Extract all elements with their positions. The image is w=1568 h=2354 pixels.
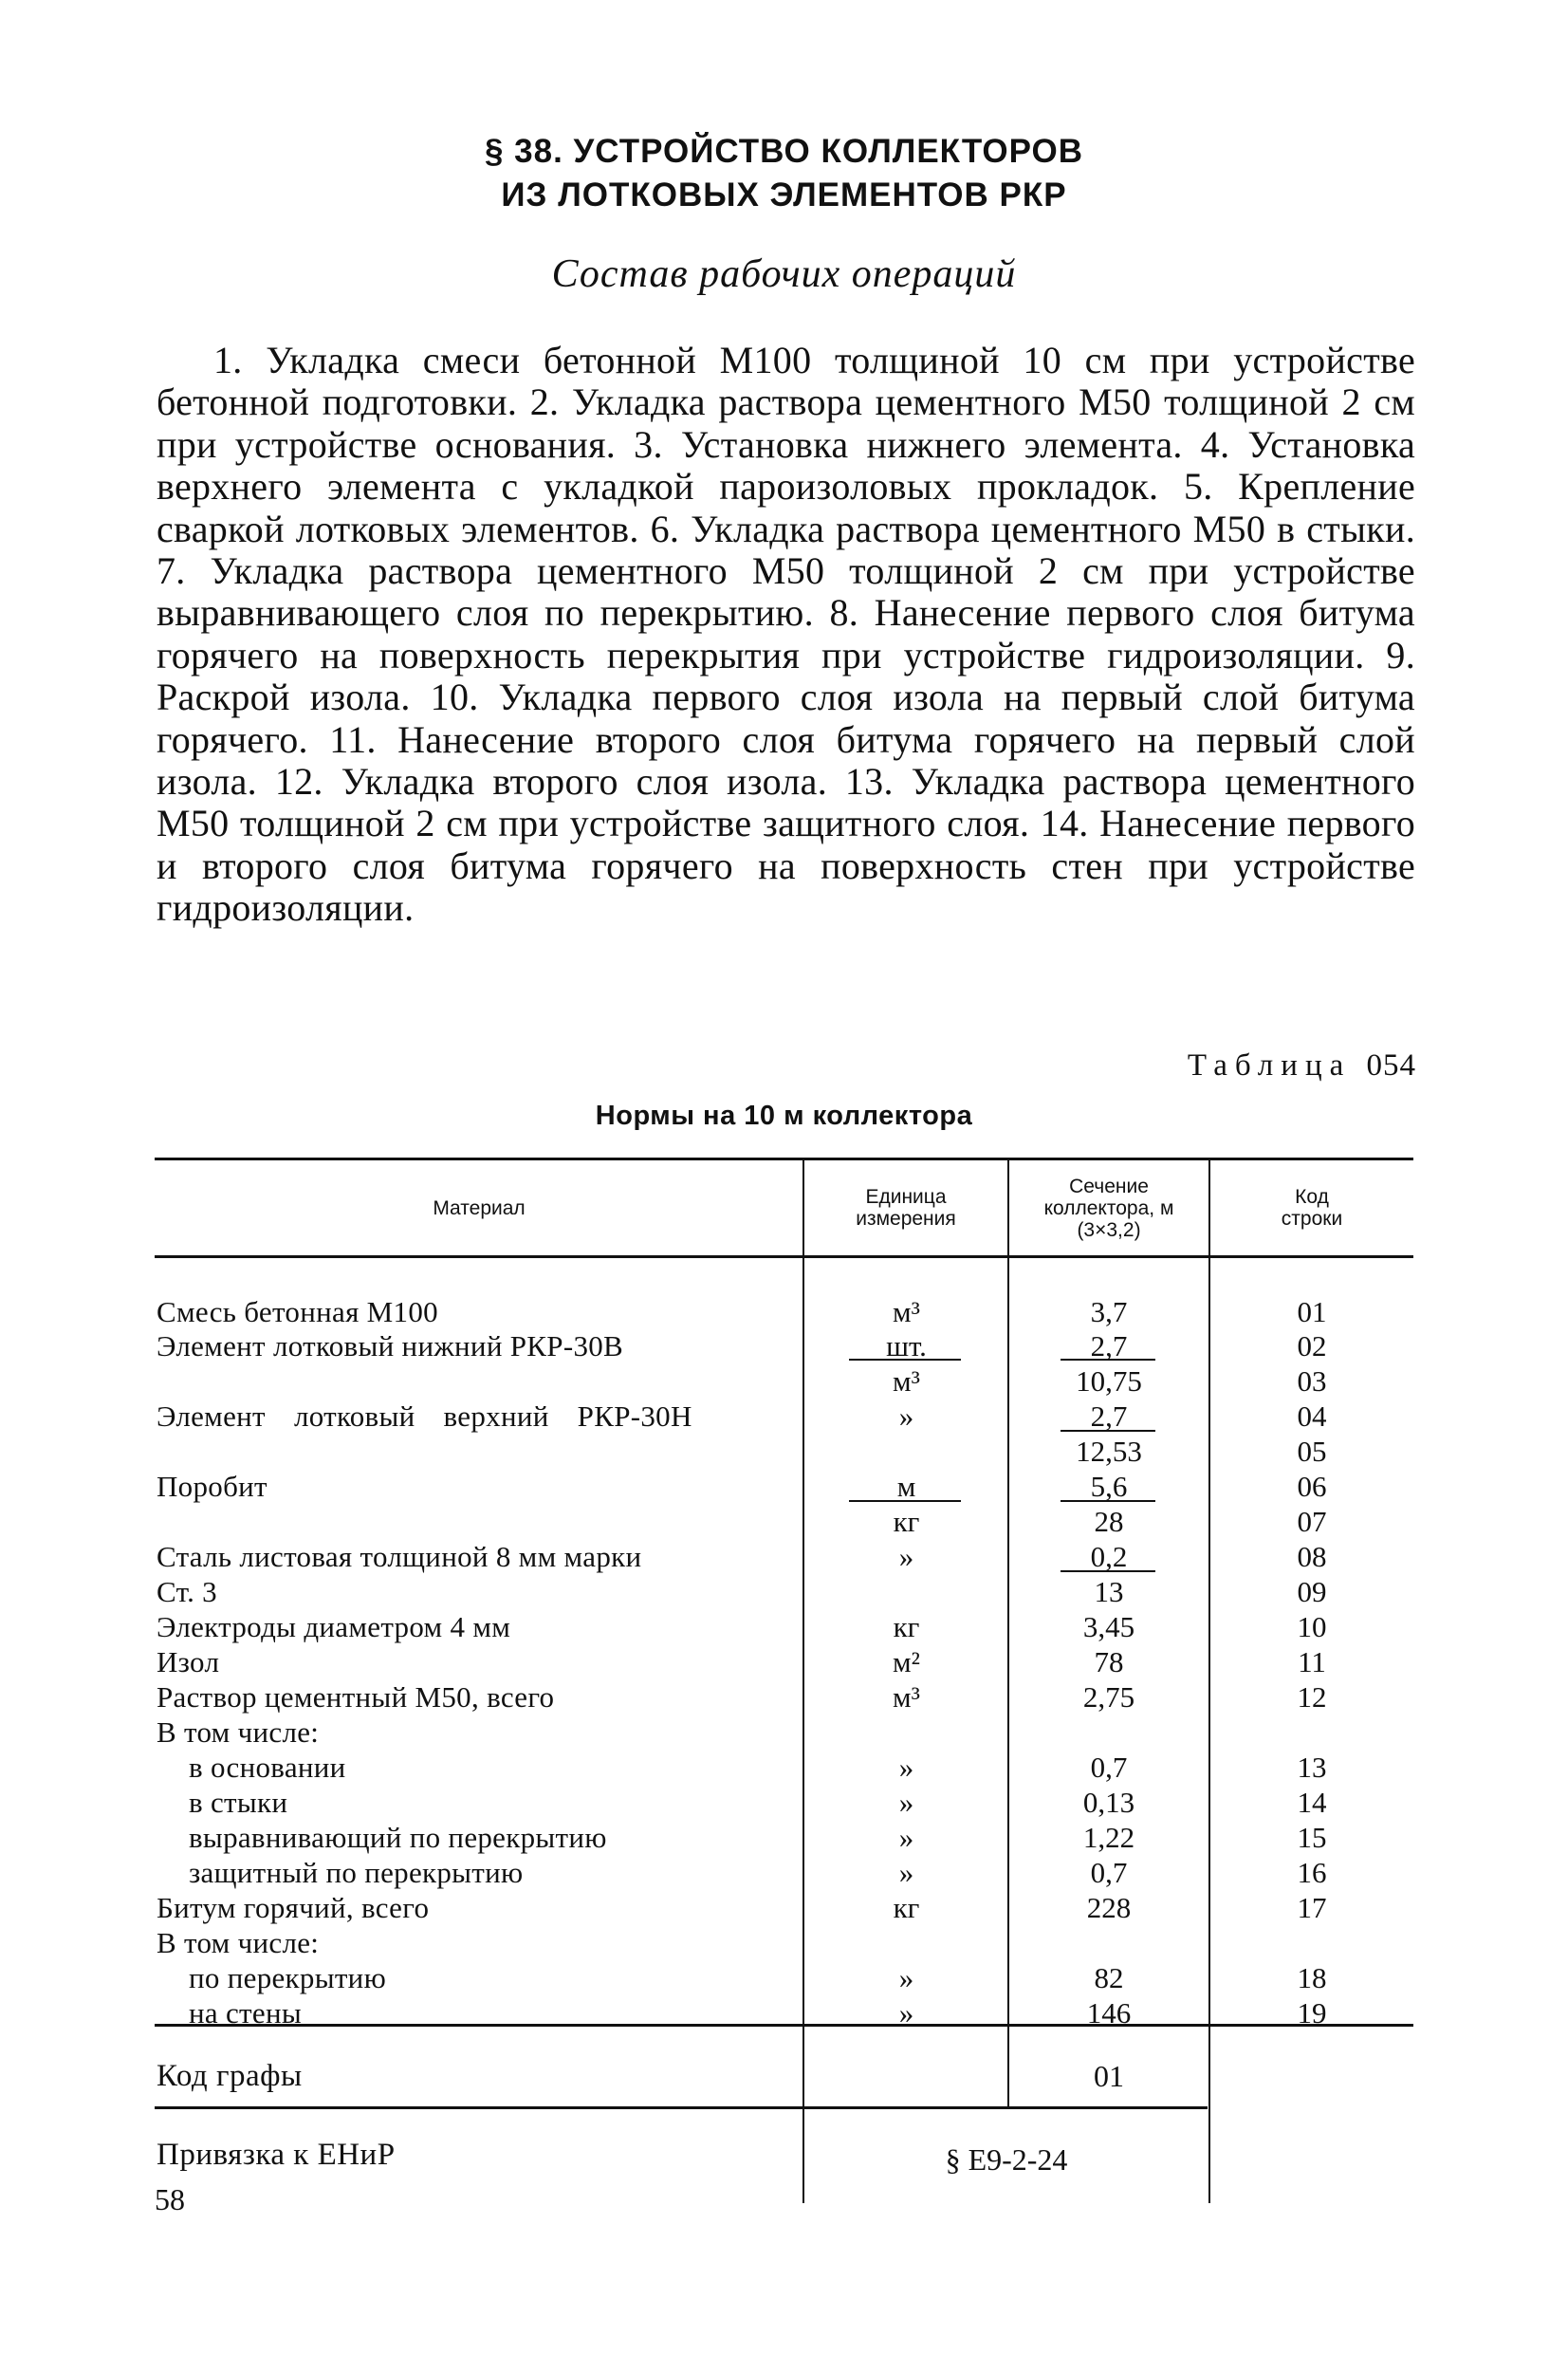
table-footer-rule [155,2106,1208,2109]
cell-material: по перекрытию [189,1961,387,1994]
header-unit-line-1: Единица [865,1186,947,1208]
cell-material: в стыки [189,1786,288,1819]
table-label [1188,1048,1416,1084]
cell-code: 05 [1297,1435,1327,1468]
cell-value: 78 [1094,1645,1124,1678]
page-number: 58 [155,2182,185,2216]
cell-material: защитный по перекрытию [189,1856,524,1889]
table-top-rule [155,1158,1413,1160]
header-section [1009,1161,1208,1254]
enir-value: § Е9-2-24 [945,2142,1068,2177]
cell-unit: » [898,1856,914,1889]
table-label-word: Таблица [1187,1048,1352,1083]
table-row [0,1715,1568,1750]
cell-material: Электроды диаметром 4 мм [157,1610,511,1643]
cell-unit: м² [893,1645,920,1678]
cell-material: Поробит [157,1470,267,1503]
header-code-line-1: Код [1295,1186,1329,1208]
fraction-rule-unit-2 [849,1500,961,1502]
cell-value: 28 [1094,1505,1124,1538]
section-heading-line-1: § 38. УСТРОЙСТВО КОЛЛЕКТОРОВ [484,133,1084,170]
cell-value: 1,22 [1082,1821,1135,1854]
table-row [0,1505,1568,1539]
table-row [0,1329,1568,1363]
cell-code: 15 [1297,1821,1327,1854]
fraction-rule-value-2 [1061,1430,1155,1432]
enir-label: Привязка к ЕНиР [157,2138,396,2172]
cell-unit: кг [893,1891,920,1924]
cell-code: 09 [1297,1575,1327,1608]
cell-unit: м³ [893,1295,920,1328]
table-row [0,1470,1568,1504]
cell-material: В том числе: [157,1926,320,1959]
column-code-value: 01 [1094,2059,1124,2093]
cell-code: 02 [1297,1329,1327,1362]
cell-unit: » [898,1751,914,1784]
cell-material: Ст. 3 [157,1575,217,1608]
cell-material: Элемент лотковый нижний РКР-30В [157,1329,624,1362]
cell-material: Битум горячий, всего [157,1891,430,1924]
cell-unit: » [898,1786,914,1819]
table-row [0,1645,1568,1679]
table-row [0,1295,1568,1329]
table-row [0,1435,1568,1469]
table-row [0,1786,1568,1820]
cell-value: 2,7 [1090,1399,1128,1433]
cell-value: 13 [1094,1575,1124,1608]
cell-value: 82 [1094,1961,1124,1994]
header-code-line-2: строки [1281,1208,1343,1230]
table-row [0,1610,1568,1644]
cell-value: 228 [1086,1891,1132,1924]
header-material: Материал [433,1196,526,1219]
cell-unit: » [898,1540,914,1573]
cell-code: 12 [1297,1680,1327,1714]
cell-unit: м³ [893,1364,920,1398]
header-code [1210,1161,1413,1254]
cell-value: 3,7 [1090,1295,1128,1328]
cell-code: 14 [1297,1786,1327,1819]
cell-value: 2,7 [1090,1329,1128,1362]
cell-unit: кг [893,1505,920,1538]
table-row [0,1364,1568,1399]
table-row [0,1926,1568,1960]
section-heading-line-2: ИЗ ЛОТКОВЫХ ЭЛЕМЕНТОВ РКР [501,176,1067,213]
header-unit-line-2: измерения [856,1208,956,1230]
cell-code: 13 [1297,1751,1327,1784]
column-code-label: Код графы [157,2059,303,2093]
operations-paragraph [157,340,1415,930]
table-caption: Нормы на 10 м коллектора [595,1101,973,1131]
table-row [0,1856,1568,1890]
header-section-line-3: (3×3,2) [1077,1218,1141,1241]
cell-code: 10 [1297,1610,1327,1643]
table-row [0,1891,1568,1925]
cell-code: 19 [1297,1996,1327,2030]
table-row [0,1996,1568,2030]
header-section-line-2: коллектора, м [1043,1196,1174,1219]
header-unit [804,1161,1007,1254]
cell-code: 04 [1297,1399,1327,1433]
cell-value: 2,75 [1082,1680,1135,1714]
cell-value: 10,75 [1076,1364,1142,1398]
fraction-rule-unit-1 [849,1359,961,1361]
cell-material: В том числе: [157,1715,320,1749]
cell-unit: » [898,1821,914,1854]
cell-material: Сталь листовая толщиной 8 мм марки [157,1540,642,1573]
table-header-rule [155,1255,1413,1258]
cell-material: на стены [189,1996,302,2030]
table-label-number: 054 [1366,1048,1416,1083]
cell-unit: м [896,1470,916,1503]
cell-value: 3,45 [1082,1610,1135,1643]
cell-material: Раствор цементный М50, всего [157,1680,555,1714]
cell-unit: » [898,1996,914,2030]
cell-material: Изол [157,1645,220,1678]
cell-unit: » [898,1399,914,1433]
cell-material: в основании [189,1751,346,1784]
cell-code: 01 [1297,1295,1327,1328]
cell-value: 146 [1086,1996,1132,2030]
table-row [0,1751,1568,1785]
table-row [0,1540,1568,1574]
cell-material: выравнивающий по перекрытию [189,1821,607,1854]
table-row [0,1680,1568,1715]
cell-value: 12,53 [1076,1435,1142,1468]
cell-unit: шт. [886,1329,927,1362]
header-section-line-1: Сечение [1069,1175,1149,1197]
cell-material: Элемент лотковый верхний РКР-30Н [157,1399,692,1433]
cell-unit: м³ [893,1680,920,1714]
cell-material: Смесь бетонная М100 [157,1295,438,1328]
fraction-rule-value-1 [1061,1359,1155,1361]
cell-code: 17 [1297,1891,1327,1924]
cell-code: 11 [1298,1645,1326,1678]
cell-value: 0,7 [1090,1856,1128,1889]
subtitle: Состав рабочих операций [551,252,1017,296]
table-row [0,1575,1568,1609]
fraction-rule-value-4 [1061,1570,1155,1572]
table-row [0,1399,1568,1434]
cell-code: 16 [1297,1856,1327,1889]
fraction-rule-value-3 [1061,1500,1155,1502]
cell-code: 06 [1297,1470,1327,1503]
table-row [0,1961,1568,1995]
cell-code: 08 [1297,1540,1327,1573]
cell-value: 0,7 [1090,1751,1128,1784]
cell-value: 0,2 [1090,1540,1128,1573]
cell-value: 0,13 [1082,1786,1135,1819]
cell-code: 18 [1297,1961,1327,1994]
cell-code: 03 [1297,1364,1327,1398]
cell-unit: » [898,1961,914,1994]
cell-unit: кг [893,1610,920,1643]
operations-text: 1. Укладка смеси бетонной М100 толщиной 10 см при устройстве бетонной подготовки. 2. Укладка раствора цементного М50 толщиной 2 см при устройстве основания. 3. Установка нижнего элемента. 4. Установка верхнего элемента с укладкой пароизоловых прокладок. 5. Крепление сваркой лотковых элементов. 6. Укладка раствора цементного М50 в стыки. 7. Укладка раствора цементного М50 толщиной 2 см при устройстве выравнивающего слоя по перекрытию. 8. Нанесение первого слоя битума горячего на поверхность перекрытия при устройстве гидроизоляции. 9. Раскрой изола. 10. Укладка первого слоя изола на первый слой битума горячего. 11. Нанесение второго слоя битума горячего на первый слой изола. 12. Укладка второго слоя изола. 13. Укладка раствора цементного М50 толщиной 2 см при устройстве защитного слоя. 14. Нанесение первого и второго слоя битума горячего на поверхность стен при устройстве гидроизоляции. [157,339,1415,930]
table-row [0,1821,1568,1855]
cell-code: 07 [1297,1505,1327,1538]
cell-value: 5,6 [1090,1470,1128,1503]
